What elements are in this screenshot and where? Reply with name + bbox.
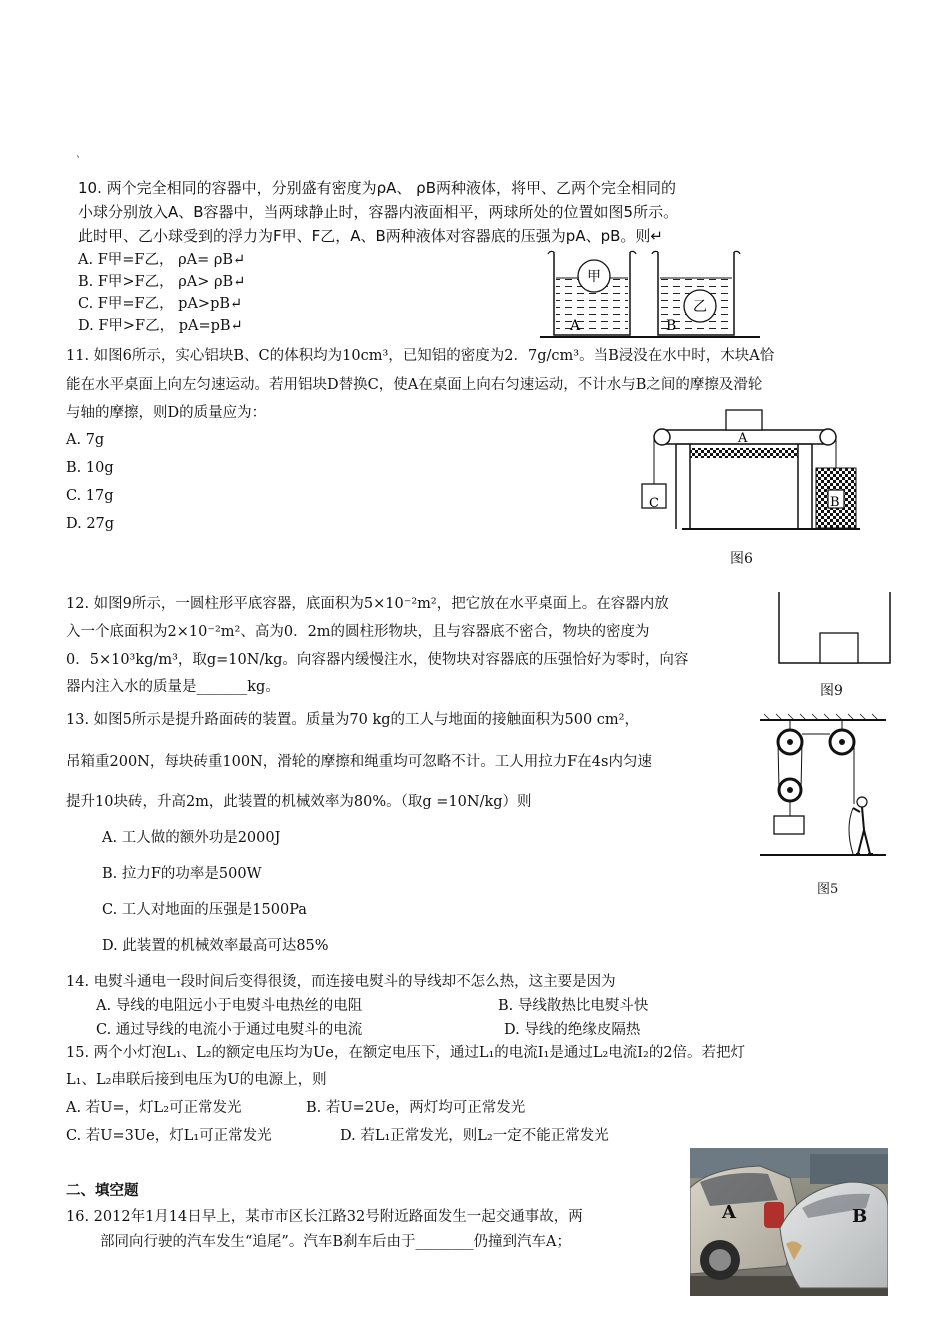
q14-option-d: D. 导线的绝缘皮隔热 xyxy=(504,1022,641,1038)
q11-option-c: C. 17g xyxy=(66,488,114,504)
car-b-label: B xyxy=(852,1206,868,1227)
q15-option-d: D. 若L₁正常发光，则L₂一定不能正常发光 xyxy=(340,1128,609,1144)
ball-a-label: 甲 xyxy=(587,269,601,285)
q10-line1: 10. 两个完全相同的容器中，分别盛有密度为ρA、 ρB两种液体，将甲、乙两个完全相同的 xyxy=(78,179,676,197)
q11-option-d: D. 27g xyxy=(66,516,115,532)
q13-line2: 吊箱重200N，每块砖重100N，滑轮的摩擦和绳重均可忽略不计。工人用拉力F在4s内匀速 xyxy=(66,754,652,770)
q10-line2: 小球分别放入A、B容器中，当两球静止时，容器内液面相平，两球所处的位置如图5所示。 xyxy=(78,203,679,221)
q10-line3: 此时甲、乙小球受到的浮力为F甲、F乙，A、B两种液体对容器底的压强为pA、pB。则↵ xyxy=(78,227,663,245)
q11-figure-pulley-table xyxy=(632,408,862,532)
q13-option-c: C. 工人对地面的压强是1500Pa xyxy=(102,902,307,918)
q14-option-b: B. 导线散热比电熨斗快 xyxy=(498,998,649,1014)
q16-line2: 部同向行驶的汽车发生“追尾”。汽车B刹车后由于________仍撞到汽车A； xyxy=(100,1234,571,1250)
pulley-right xyxy=(820,429,836,445)
q10-option-d: D. F甲>F乙， pA=pB↵ xyxy=(78,318,243,334)
q11-line3: 与轴的摩擦，则D的质量应为： xyxy=(66,405,267,421)
q15-option-c: C. 若U=3Ue，灯L₁可正常发光 xyxy=(66,1128,272,1144)
ball-b-label: 乙 xyxy=(693,299,707,315)
q10-option-a: A. F甲=F乙， ρA= ρB↵ xyxy=(78,252,246,268)
q12-figure-container xyxy=(776,590,894,666)
q10-option-c: C. F甲=F乙， pA>pB↵ xyxy=(78,296,243,312)
q15-line2: L₁、L₂串联后接到电压为U的电源上，则 xyxy=(66,1072,327,1088)
q12-line1: 12. 如图9所示，一圆柱形平底容器，底面积为5×10⁻²m²，把它放在水平桌面上。在容器内放 xyxy=(66,596,669,612)
q12-line4: 器内注入水的质量是_______kg。 xyxy=(66,679,280,695)
worker xyxy=(857,797,867,807)
block-a xyxy=(726,410,762,430)
q14-stem: 14. 电熨斗通电一段时间后变得很烫，而连接电熨斗的导线却不怎么热，这主要是因为 xyxy=(66,974,616,990)
q16-line1: 16. 2012年1月14日早上，某市市区长江路32号附近路面发生一起交通事故，两 xyxy=(66,1209,583,1225)
q13-option-d: D. 此装置的机械效率最高可达85% xyxy=(102,938,329,954)
q11-caption: 图6 xyxy=(730,551,753,567)
brick-box xyxy=(774,816,804,834)
block-a-label: A xyxy=(738,431,748,446)
table-band xyxy=(690,448,798,458)
cylinder-block xyxy=(820,633,858,663)
q14-option-c: C. 通过导线的电流小于通过电熨斗的电流 xyxy=(96,1022,363,1038)
q13-line1: 13. 如图5所示是提升路面砖的装置。质量为70 kg的工人与地面的接触面积为500 cm²， xyxy=(66,712,639,728)
block-b-label: B xyxy=(830,495,840,510)
q13-figure-pulley-system xyxy=(756,712,890,862)
q12-line3: 0．5×10³kg/m³，取g=10N/kg。向容器内缓慢注水，使物块对容器底的压强恰好为零时，向容 xyxy=(66,652,689,668)
q10-option-b: B. F甲>F乙， ρA> ρB↵ xyxy=(78,274,246,290)
section-title-fill-blank: 二、填空题 xyxy=(66,1182,139,1199)
q16-car-accident-photo xyxy=(690,1148,888,1296)
q15-option-b: B. 若U=2Ue，两灯均可正常发光 xyxy=(306,1100,526,1116)
block-c-label: C xyxy=(649,496,659,511)
q13-option-a: A. 工人做的额外功是2000J xyxy=(102,830,281,846)
q11-option-a: A. 7g xyxy=(66,432,105,448)
q11-line2: 能在水平桌面上向左匀速运动。若用铝块D替换C，使A在桌面上向右匀速运动，不计水与B之间的摩擦及滑轮 xyxy=(66,377,763,393)
q13-caption: 图5 xyxy=(817,882,839,897)
pulley-left xyxy=(654,429,670,445)
container-a-label: A xyxy=(570,318,581,334)
q15-option-a: A. 若U=，灯L₂可正常发光 xyxy=(66,1100,242,1116)
q15-line1: 15. 两个小灯泡L₁、L₂的额定电压均为Ue，在额定电压下，通过L₁的电流I₁是通过L₂电流I₂的2倍。若把灯 xyxy=(66,1045,746,1061)
container-b-label: B xyxy=(666,318,677,334)
q14-option-a: A. 导线的电阻远小于电熨斗电热丝的电阻 xyxy=(96,998,363,1014)
q10-figure-containers xyxy=(540,248,760,340)
q13-option-b: B. 拉力F的功率是500W xyxy=(102,866,262,882)
q11-line1: 11. 如图6所示，实心铝块B、C的体积均为10cm³，已知铝的密度为2．7g/cm³。当B浸没在水中时，木块A恰 xyxy=(66,348,775,364)
q12-caption: 图9 xyxy=(820,683,843,699)
q11-option-b: B. 10g xyxy=(66,460,114,476)
car-a-label: A xyxy=(722,1202,736,1223)
stray-mark: ` xyxy=(76,156,81,167)
q13-line3: 提升10块砖，升高2m，此装置的机械效率为80%。（取g =10N/kg）则 xyxy=(66,794,532,810)
q12-line2: 入一个底面积为2×10⁻²m²、高为0．2m的圆柱形物块，且与容器底不密合，物块的密度为 xyxy=(66,624,650,640)
